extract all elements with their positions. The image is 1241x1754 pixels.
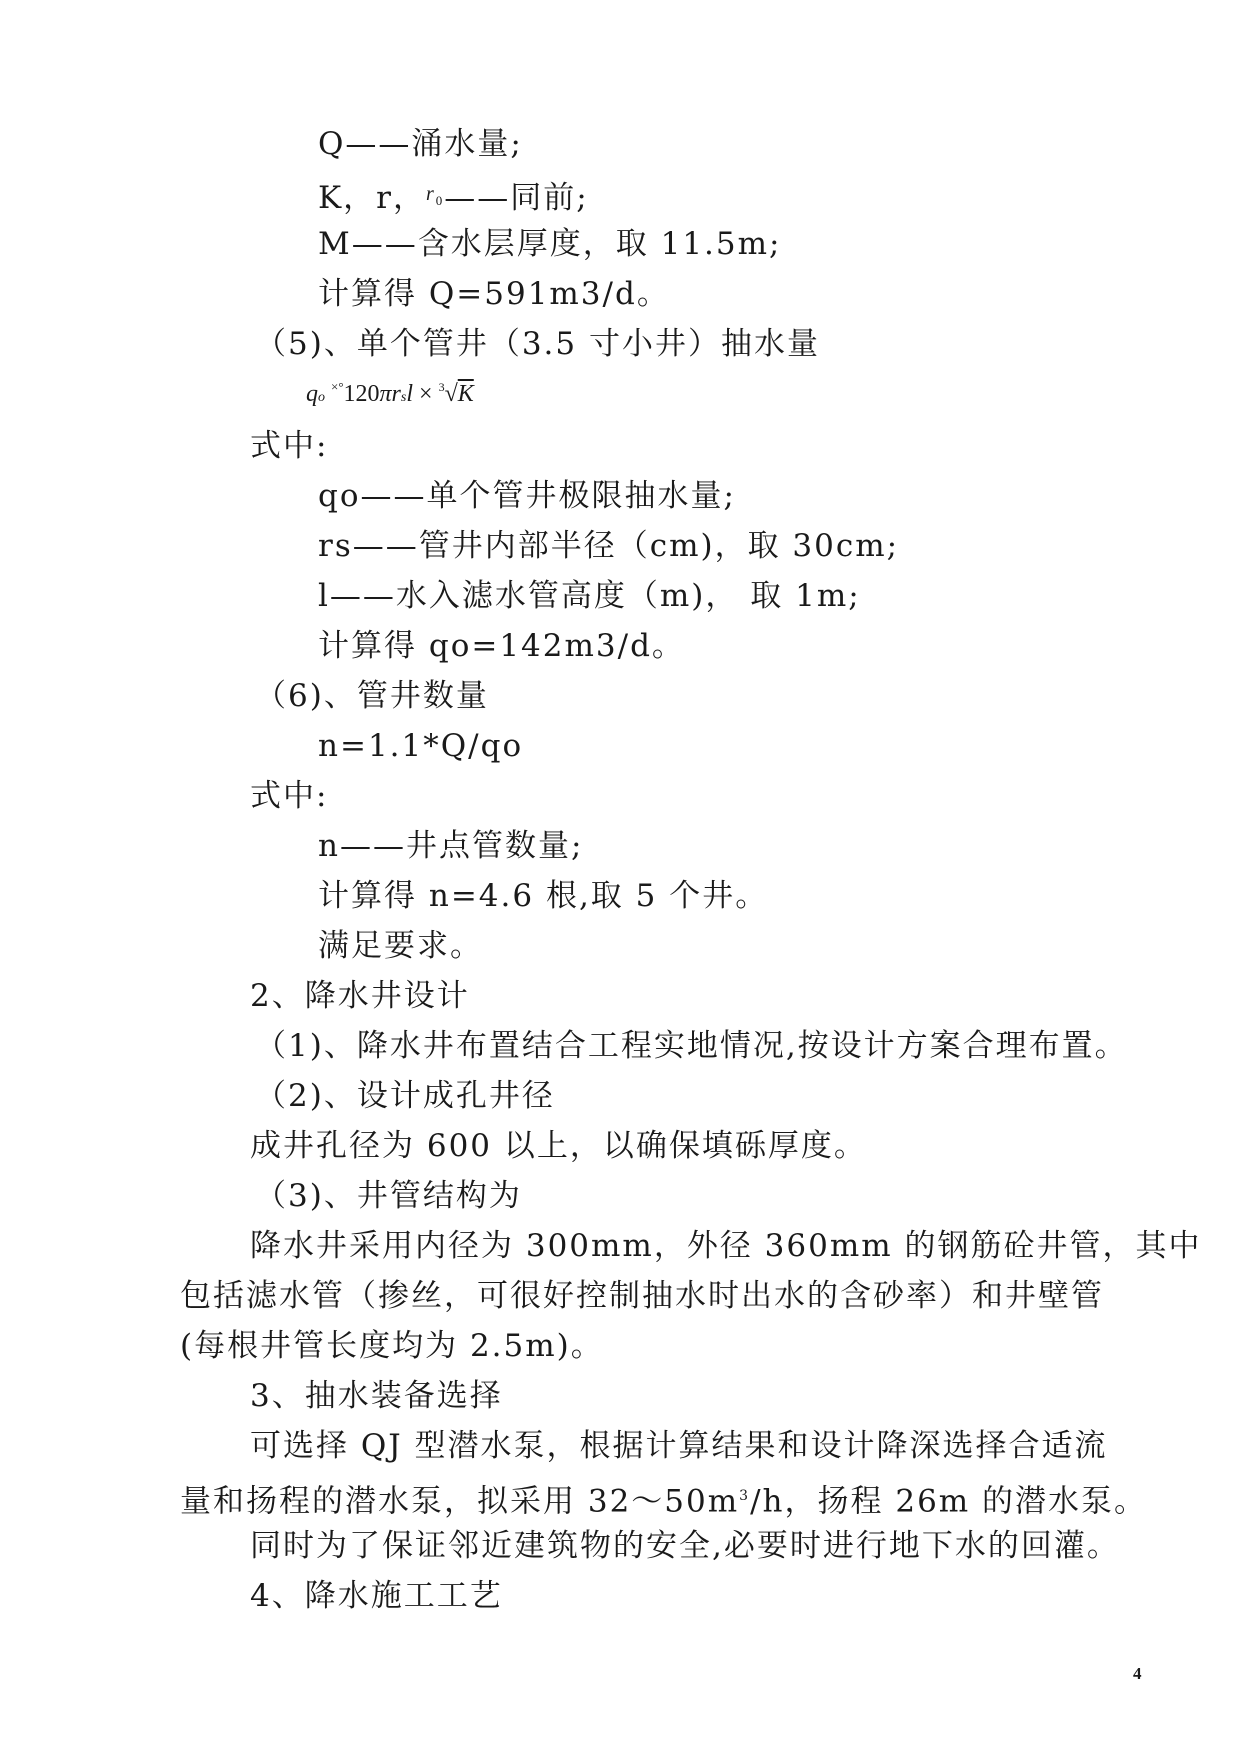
section-heading: 3、抽水装备选择 <box>250 1378 503 1414</box>
text-line: 计算得 n=4.6 根,取 5 个井。 <box>318 878 769 914</box>
text-line <box>318 174 589 221</box>
section-heading: 4、降水施工工艺 <box>250 1578 503 1614</box>
text-line: 成井孔径为 600 以上，以确保填砾厚度。 <box>250 1128 867 1164</box>
text-line: (每根井管长度均为 2.5m)。 <box>180 1328 604 1364</box>
text-line: M——含水层厚度，取 11.5m; <box>318 226 782 262</box>
text-line <box>180 1476 1147 1521</box>
text-line: 同时为了保证邻近建筑物的安全,必要时进行地下水的回灌。 <box>250 1528 1120 1564</box>
text-line: rs——管井内部半径（cm)，取 30cm; <box>318 528 900 564</box>
single-well-formula: qo ×°120πrsl × $^3$√K <box>306 379 474 407</box>
page-number: 4 <box>1133 1664 1142 1683</box>
section-heading: （2)、设计成孔井径 <box>255 1078 555 1114</box>
text-line: 降水井采用内径为 300mm，外径 360mm 的钢筋砼井管，其中 <box>250 1228 1202 1264</box>
section-heading: （5)、单个管井（3.5 寸小井）抽水量 <box>255 326 820 362</box>
superscript: 3 <box>739 1488 751 1504</box>
section-heading: （3)、井管结构为 <box>255 1178 522 1214</box>
section-heading: （6)、管井数量 <box>255 678 489 714</box>
section-heading: 2、降水井设计 <box>250 978 470 1014</box>
text-line: Q——涌水量; <box>318 126 523 162</box>
text-line: 式中: <box>250 778 329 814</box>
text-line: 满足要求。 <box>318 928 483 964</box>
text-line: 计算得 qo=142m3/d。 <box>318 628 685 664</box>
text-line: 式中: <box>250 428 329 464</box>
text-line: qo——单个管井极限抽水量; <box>318 478 736 514</box>
text-segment: K，r， <box>318 180 426 216</box>
text-line: l——水入滤水管高度（m)， 取 1m; <box>318 578 861 614</box>
text-line: 包括滤水管（掺丝，可很好控制抽水时出水的含砂率）和井壁管 <box>180 1278 1104 1314</box>
text-line: n——井点管数量; <box>318 828 584 864</box>
text-line: 计算得 Q=591m3/d。 <box>318 276 670 312</box>
r0-symbol: r0 <box>425 183 445 208</box>
text-line: n=1.1*Q/qo <box>318 728 524 764</box>
text-line: （1)、降水井布置结合工程实地情况,按设计方案合理布置。 <box>255 1028 1128 1064</box>
text-segment: /h，扬程 26m 的潜水泵。 <box>750 1483 1148 1520</box>
text-segment: 量和扬程的潜水泵，拟采用 32～50m <box>180 1483 740 1520</box>
text-line: 可选择 QJ 型潜水泵，根据计算结果和设计降深选择合适流 <box>250 1428 1108 1464</box>
text-segment: ——同前; <box>444 180 589 216</box>
